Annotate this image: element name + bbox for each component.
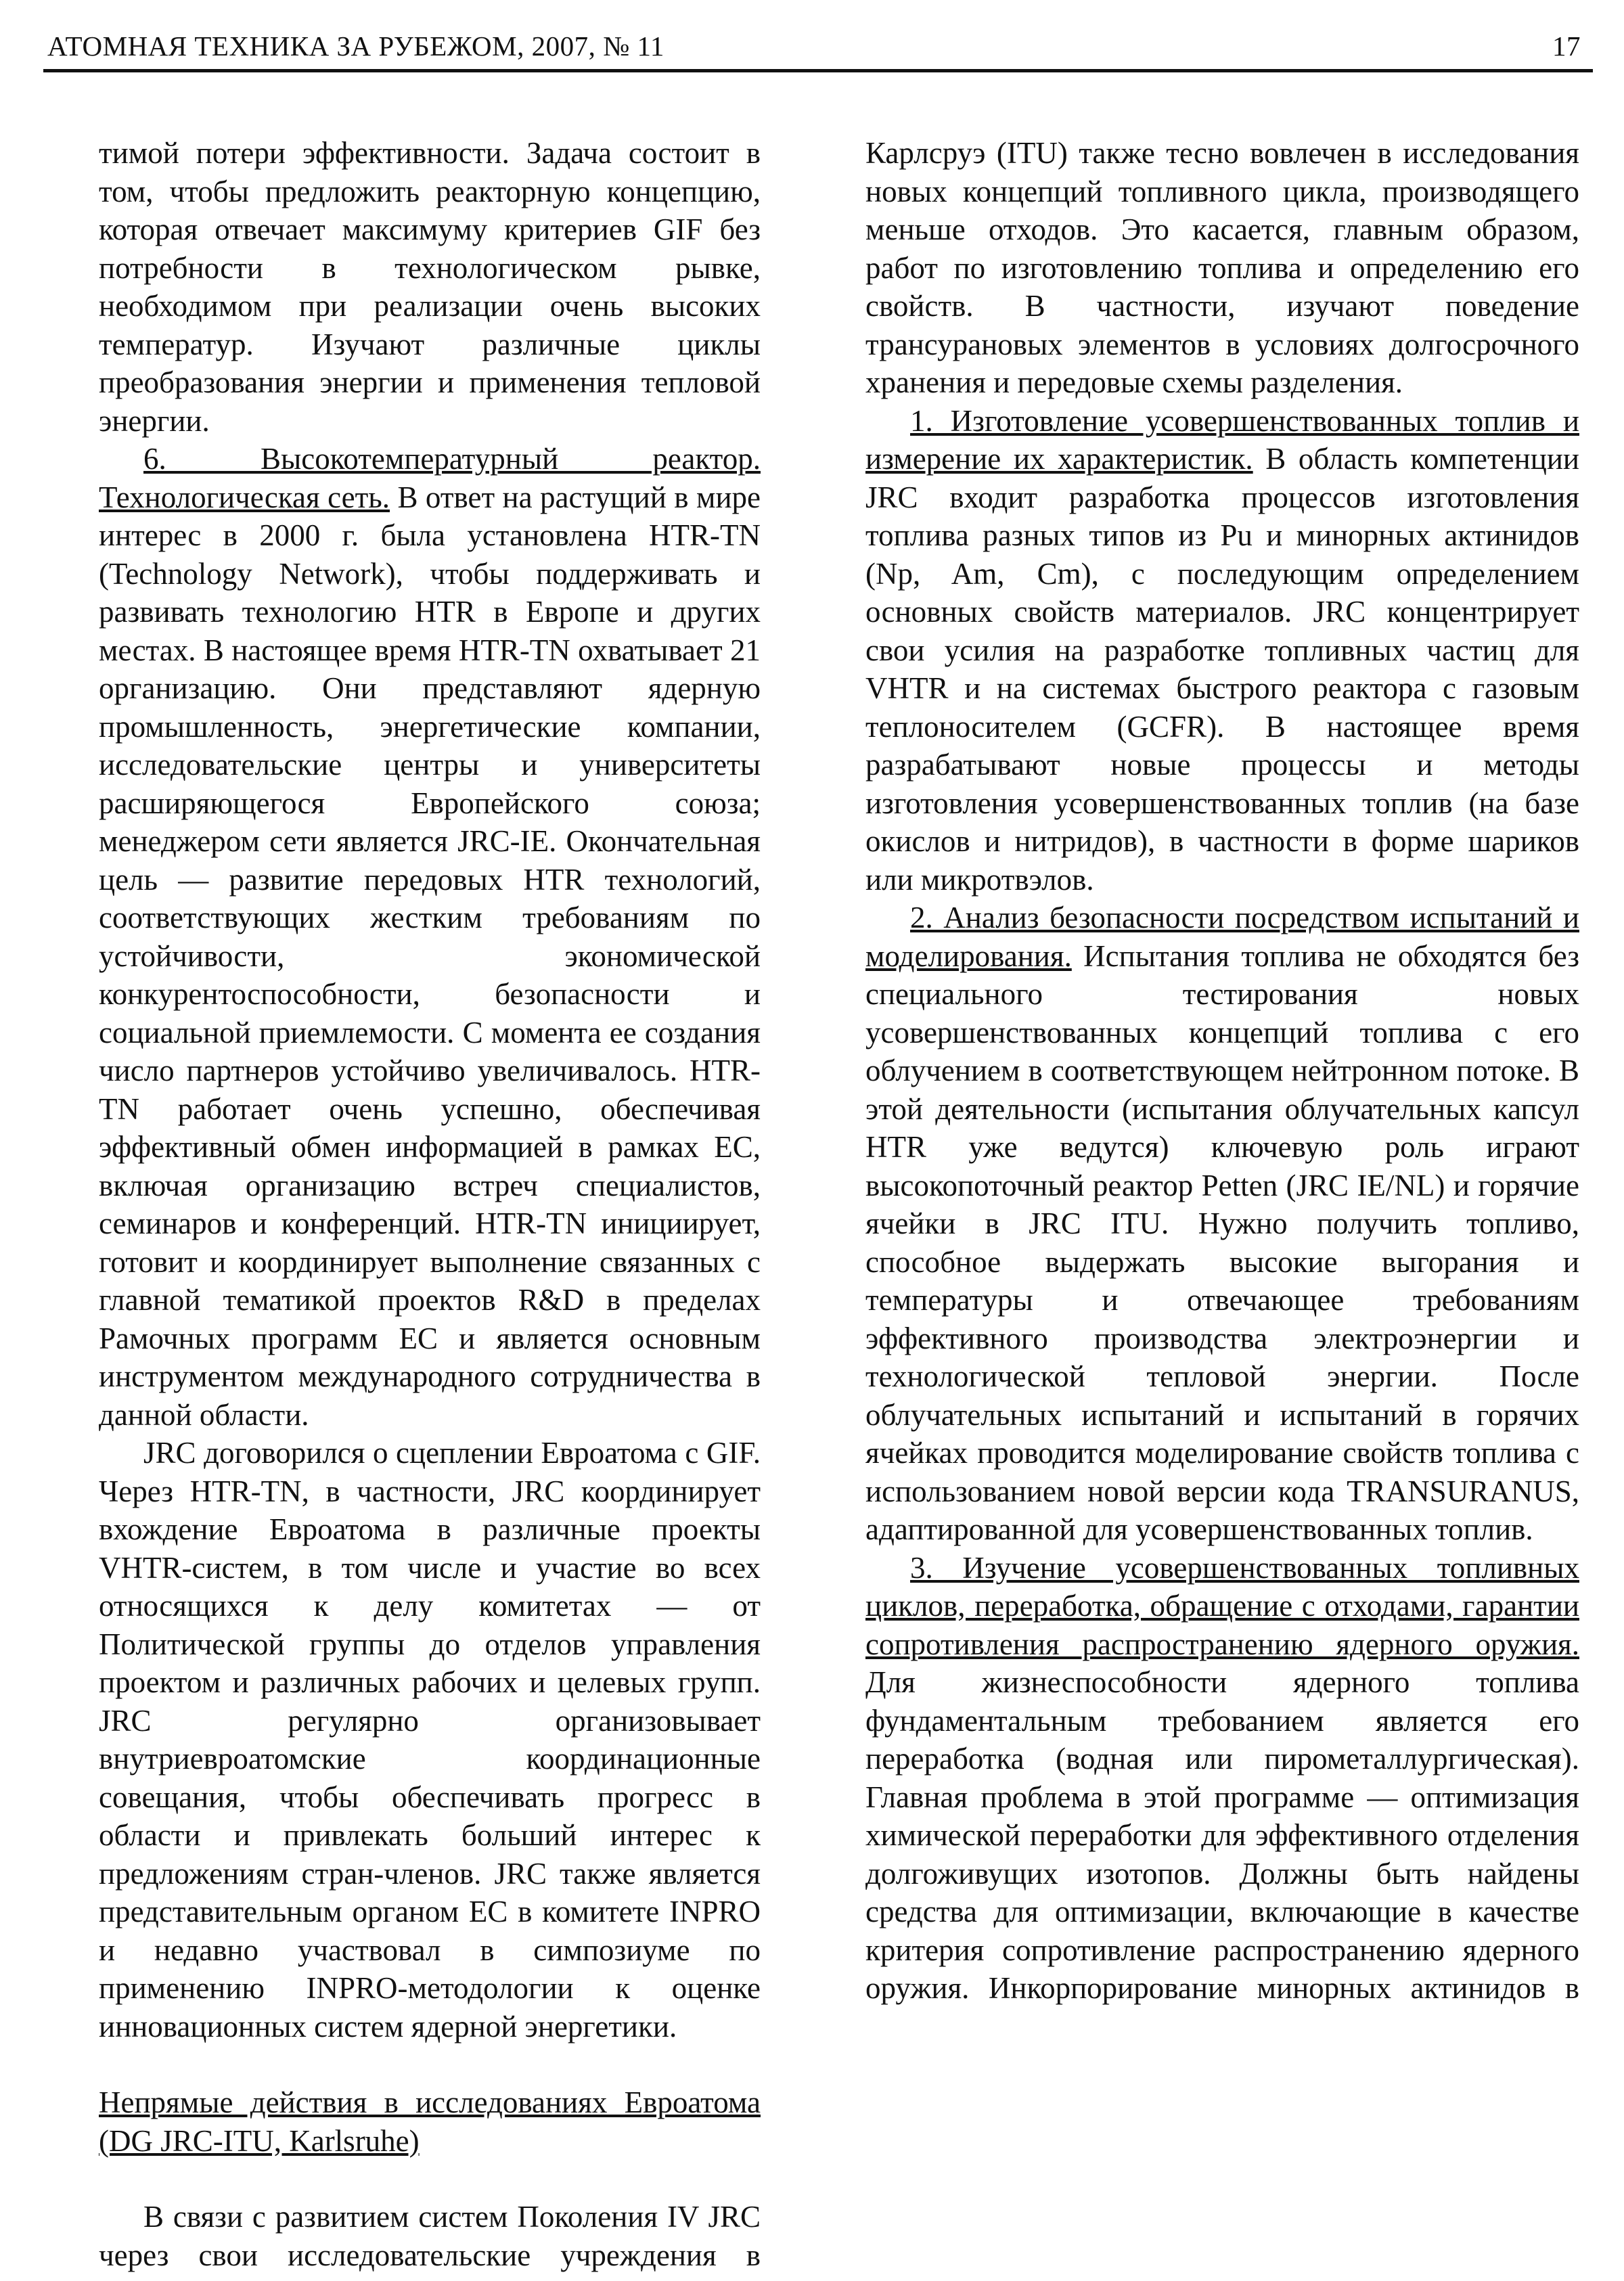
paragraph-text: Для жизнеспособности ядерного топлива фундаментальным требованием является его переработка (водная или пирометаллургическая). Главная проблема в этой программе — оптимизация химической переработки для эффективного отделения долгоживущих изотопов. Должны быть найдены средства для оптимизации, включающие в качестве критерия сопротивление распространению ядерного оружия. Инкорпорирование минорных актинидов в <box>865 1665 1579 2005</box>
right-column <box>865 134 1579 2008</box>
subsection-heading: 3. Изучение усовершенствованных топливных циклов, переработка, обращение с отходами, гарантии сопротивления распространению ядерного оружия. <box>865 1550 1579 1661</box>
paragraph-text: В ответ на растущий в мире интерес в 2000 г. была установлена HTR-TN (Technology Network), чтобы поддерживать и развивать технологию HTR в Европе и других местах. В настоящее время HTR-TN охватывает 21 организацию. Они представляют ядерную промышленность, энергетические компании, исследовательские центры и университеты расширяющегося Европейского союза; менеджером сети является JRC-IE. Окончательная цель — развитие передовых HTR технологий, соответствующих жестким требованиям по устойчивости, экономической конкурентоспособности, безопасности и социальной приемлемости. С момента ее создания число партнеров устойчиво увеличивалось. HTR-TN работает очень успешно, обеспечивая эффективный обмен информацией в рамках ЕС, включая организацию встреч специалистов, семинаров и конференций. HTR-TN инициирует, готовит и координирует выполнение связанных с главной тематикой проектов R&D в пределах Рамочных программ ЕС и является основным инструментом международного сотрудничества в данной области. <box>99 480 761 1432</box>
paragraph: JRC договорился о сцеплении Евроатома с GIF. Через HTR-TN, в частности, JRC координирует вхождение Евроатома в различные проекты VHTR-систем, в том числе и участие во всех относящихся к делу комитетах — от Политической группы до отделов управления проектом и различных рабочих и целевых групп. JRC регулярно организовывает внутриевроатомские координационные совещания, чтобы обеспечивать прогресс в области и привлекать больший интерес к предложениям стран-членов. JRC также является представительным органом ЕС в комитете INPRO и недавно участвовал в симпозиуме по применению INPRO-методологии к оценке инновационных систем ядерной энергетики. <box>99 1436 761 2043</box>
paragraph-text: В область компетенции JRC входит разработка процессов изготовления топлива разных типов из Pu и минорных актинидов (Np, Am, Cm), с последующим определением основных свойств материалов. JRC концентрирует свои усилия на разработке топливных частиц для VHTR и на системах быстрого реактора с газовым теплоносителем (GCFR). В настоящее время разрабатывают новые процессы и методы изготовления усовершенствованных топлив (на базе окислов и нитридов), в частности в форме шариков или микротвэлов. <box>865 442 1579 897</box>
header-rule <box>43 69 1593 72</box>
section-heading: Непрямые действия в исследованиях Евроатома (DG JRC-ITU, Karlsruhe) <box>99 2085 761 2158</box>
paragraph-htr-tn <box>99 440 761 1434</box>
paragraph: тимой потери эффективности. Задача состоит в том, чтобы предложить реакторную концепцию, которая отвечает максимуму критериев GIF без потребности в технологическом рывке, необходимом при реализации очень высоких температур. Изучают различные циклы преобразования энергии и применения тепловой энергии. <box>99 136 761 438</box>
subsection-heading: 1. Изготовление усовершенствованных топлив и измерение их характеристик. <box>865 403 1579 476</box>
paragraph-fuel-fabrication <box>865 402 1579 899</box>
paragraph-safety-analysis <box>865 899 1579 1549</box>
paragraph-fuel-cycles <box>865 1549 1579 2008</box>
paragraph: Карлсруэ (ITU) также тесно вовлечен в исследования новых концепций топливного цикла, производящего меньше отходов. Это касается, главным образом, работ по изготовлению топлива и определению его свойств. В частности, изучают поведение трансурановых элементов в условиях долгосрочного хранения и передовые схемы разделения. <box>865 136 1579 399</box>
paragraph-text: Испытания топлива не обходятся без специального тестирования новых усовершенствованных концепций топлива с его облучением в соответствующем нейтронном потоке. В этой деятельности (испытания облучательных капсул HTR уже ведутся) ключевую роль играют высокопоточный реактор Petten (JRC IE/NL) и горячие ячейки в JRC ITU. Нужно получить топливо, способное выдержать высокие выгорания и температуры и отвечающее требованиям эффективного производства электроэнергии и технологической тепловой энергии. После облучательных испытаний и испытаний в горячих ячейках проводится моделирование свойств топлива с использованием новой версии кода TRANSURANUS, адаптированной для усовершенствованных топлив. <box>865 939 1579 1546</box>
running-header <box>47 30 1581 64</box>
left-column <box>99 134 761 2274</box>
paragraph: В связи с развитием систем Поколения IV JRC через свои исследовательские учреждения в <box>99 2200 761 2272</box>
subsection-heading: 2. Анализ безопасности посредством испытаний и моделирования. <box>865 901 1579 973</box>
subsection-heading: 6. Высокотемпературный реактор. Технологическая сеть. <box>99 442 761 514</box>
journal-title: АТОМНАЯ ТЕХНИКА ЗА РУБЕЖОМ, 2007, № 11 <box>47 30 664 62</box>
page-number: 17 <box>1552 30 1581 62</box>
